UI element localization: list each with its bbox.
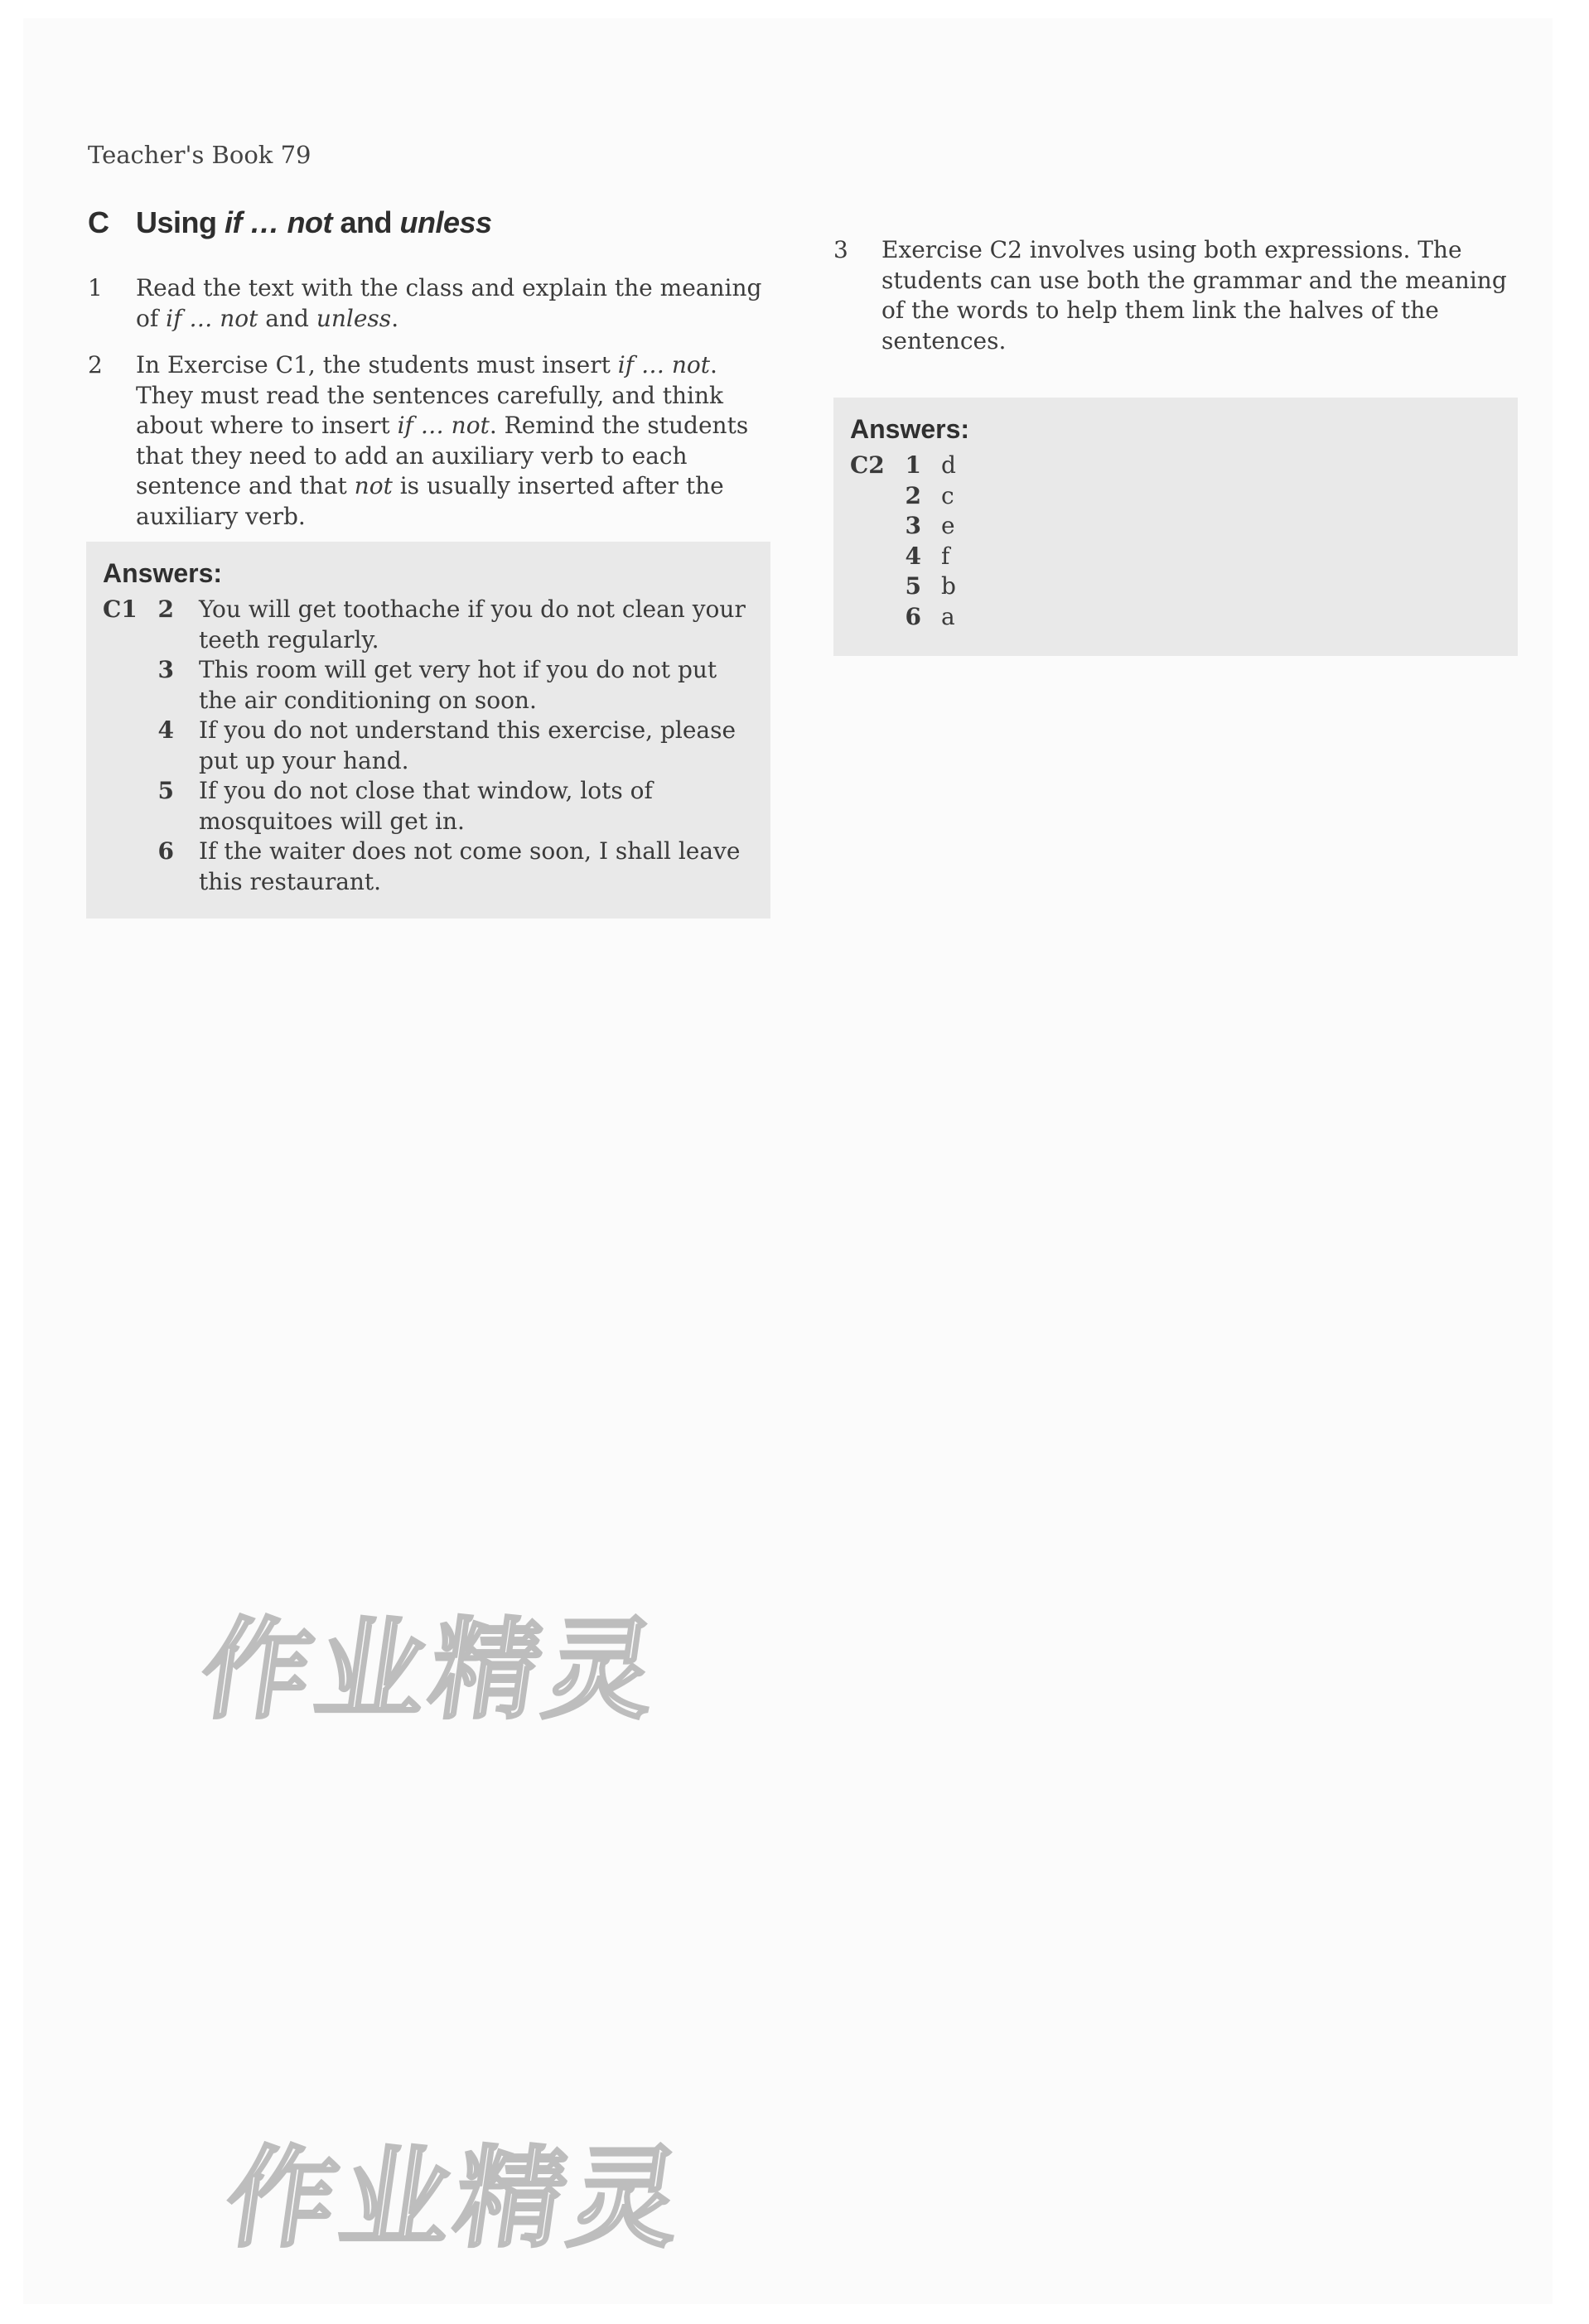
answer-row [103, 716, 757, 776]
answer-row [103, 776, 757, 837]
item-number: 1 [88, 274, 103, 301]
item-italic: if … not [617, 351, 710, 378]
answer-number: 6 [905, 602, 921, 630]
answer-line: this restaurant. [199, 867, 382, 895]
title-not: not [287, 205, 332, 239]
item-text: is usually inserted after the auxiliary verb. [136, 472, 724, 530]
exercise-label: C2 [850, 451, 885, 479]
item-text: Exercise C2 involves using both expressions. The students can use both the grammar and the meaning of the words to help them link the halves of the sentences. [881, 236, 1507, 354]
answer-row [103, 595, 757, 655]
answer-row [850, 451, 1016, 481]
item-italic: unless [316, 304, 392, 332]
answer-letter: b [941, 572, 956, 600]
title-unless: unless [399, 205, 492, 239]
answer-letter: d [941, 451, 956, 479]
item-number: 2 [88, 351, 103, 378]
answer-line: You will get toothache if you do not clean your [199, 595, 746, 623]
item-text: . [391, 304, 399, 332]
answer-line: the air conditioning on soon. [199, 686, 537, 714]
item-italic: not [354, 472, 393, 499]
answer-number: 4 [157, 716, 174, 744]
item-italic: if … not [166, 304, 258, 332]
title-and: and [332, 205, 400, 239]
title-if: if [225, 205, 243, 239]
answer-number: 5 [905, 572, 921, 600]
answers-heading: Answers: [103, 558, 223, 588]
answer-line: mosquitoes will get in. [199, 807, 465, 835]
answer-number: 3 [905, 512, 921, 539]
item-text: Read the text with the class and explain the meaning of [136, 274, 762, 332]
item-text: . They must read the sentences carefully, and think about where to insert [136, 351, 724, 439]
answer-letter: c [941, 481, 954, 509]
left-column [88, 273, 777, 548]
watermark: 作业精灵 [218, 2135, 694, 2263]
item-italic: if … not [397, 412, 490, 439]
answer-number: 2 [905, 481, 921, 509]
title-prefix: Using [136, 205, 225, 239]
item-number: 3 [833, 236, 848, 263]
answer-line: If the waiter does not come soon, I shall leave [199, 837, 741, 865]
answer-number: 5 [157, 777, 174, 804]
answer-row [850, 481, 1016, 512]
item-text: . Remind the students that they need to add an auxiliary verb to each sentence and that [136, 412, 749, 499]
instruction-item [833, 235, 1521, 356]
item-text: and [258, 304, 316, 332]
answer-row [103, 655, 757, 716]
answer-row [850, 571, 1016, 602]
answer-line: If you do not close that window, lots of [199, 777, 653, 804]
answer-line: teeth regularly. [199, 625, 379, 653]
answers-box-c1 [86, 542, 770, 919]
answers-heading: Answers: [850, 414, 970, 444]
answer-number: 6 [157, 837, 174, 865]
answer-line: This room will get very hot if you do not put [199, 656, 717, 683]
answer-line: put up your hand. [199, 746, 409, 774]
answer-number: 4 [905, 542, 921, 570]
right-column [833, 235, 1521, 373]
exercise-label: C1 [103, 595, 138, 623]
item-text: In Exercise C1, the students must insert [136, 351, 618, 378]
answer-row [103, 837, 757, 897]
answer-letter: e [941, 512, 955, 539]
answer-line: If you do not understand this exercise, please [199, 716, 737, 744]
section-letter: C [88, 205, 109, 239]
answer-number: 1 [905, 451, 921, 479]
answer-number: 2 [157, 595, 174, 623]
answer-row [850, 602, 1016, 633]
section-title [88, 205, 492, 240]
answers-box-c2 [833, 398, 1518, 656]
title-ellipsis: … [242, 205, 287, 239]
page-header: Teacher's Book 79 [88, 141, 312, 169]
instruction-item [88, 273, 777, 334]
watermark: 作业精灵 [193, 1607, 669, 1734]
answer-letter: a [941, 602, 955, 630]
answer-row [850, 511, 1016, 542]
answer-number: 3 [157, 656, 174, 683]
answer-row [850, 542, 1016, 572]
answer-letter: f [941, 542, 950, 570]
instruction-item [88, 350, 777, 532]
